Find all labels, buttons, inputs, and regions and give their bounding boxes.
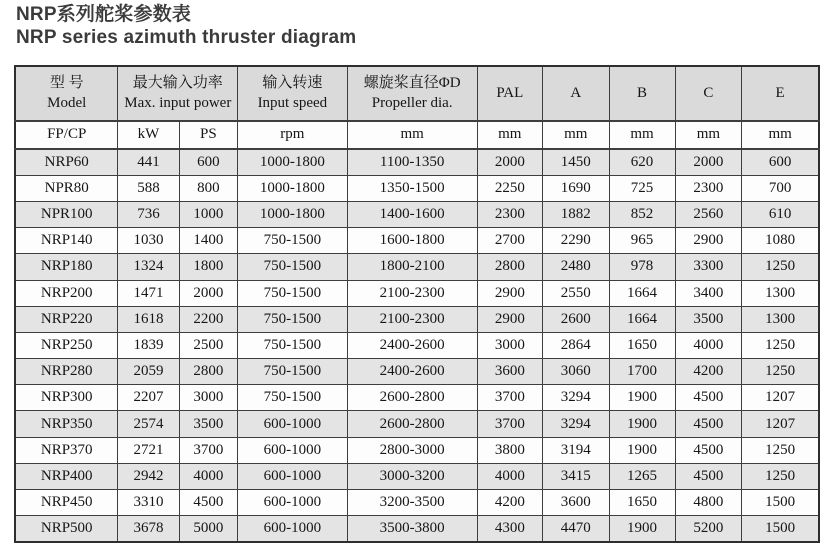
table-row [15, 254, 819, 280]
value-cell: 2800 [477, 254, 542, 280]
value-cell: 2600 [542, 306, 609, 332]
page-title-zh: NRP系列舵桨参数表 [16, 4, 192, 25]
table-row [15, 437, 819, 463]
header-e: E [742, 66, 819, 121]
model-cell: NPR80 [15, 175, 118, 201]
value-cell: 800 [179, 175, 238, 201]
value-cell: 1265 [609, 463, 675, 489]
header-model-zh: 型 号 [49, 74, 84, 91]
value-cell: 1450 [542, 149, 609, 176]
value-cell: 2290 [542, 228, 609, 254]
value-cell: 2250 [477, 175, 542, 201]
value-cell: 1080 [742, 228, 819, 254]
value-cell: 4800 [675, 490, 742, 516]
value-cell: 3294 [542, 385, 609, 411]
table-row [15, 228, 819, 254]
value-cell: 2900 [675, 228, 742, 254]
value-cell: 5000 [179, 516, 238, 543]
value-cell: 3678 [118, 516, 179, 543]
value-cell: 1300 [742, 306, 819, 332]
table-header-row [15, 66, 819, 121]
value-cell: 3800 [477, 437, 542, 463]
value-cell: 4500 [179, 490, 238, 516]
value-cell: 1839 [118, 332, 179, 358]
value-cell: 1207 [742, 385, 819, 411]
value-cell: 3600 [542, 490, 609, 516]
value-cell: 2900 [477, 280, 542, 306]
value-cell: 2200 [179, 306, 238, 332]
header-model [15, 66, 118, 121]
table-row [15, 149, 819, 176]
table-row [15, 280, 819, 306]
value-cell: 1800-2100 [347, 254, 477, 280]
value-cell: 1650 [609, 490, 675, 516]
value-cell: 600 [179, 149, 238, 176]
value-cell: 1500 [742, 516, 819, 543]
value-cell: 2800 [179, 359, 238, 385]
value-cell: 978 [609, 254, 675, 280]
value-cell: 4500 [675, 385, 742, 411]
model-cell: NRP60 [15, 149, 118, 176]
header-pal: PAL [477, 66, 542, 121]
value-cell: 1030 [118, 228, 179, 254]
table-row [15, 175, 819, 201]
value-cell: 2100-2300 [347, 306, 477, 332]
unit-cell: mm [542, 121, 609, 149]
value-cell: 3700 [477, 385, 542, 411]
value-cell: 700 [742, 175, 819, 201]
unit-cell: mm [477, 121, 542, 149]
value-cell: 2400-2600 [347, 359, 477, 385]
value-cell: 1900 [609, 516, 675, 543]
page-title-en: NRP series azimuth thruster diagram [16, 26, 357, 48]
header-speed-zh: 输入转速 [262, 74, 323, 91]
model-cell: NRP200 [15, 280, 118, 306]
value-cell: 3000 [477, 332, 542, 358]
value-cell: 750-1500 [238, 254, 347, 280]
unit-cell: mm [609, 121, 675, 149]
value-cell: 3500 [179, 411, 238, 437]
value-cell: 1690 [542, 175, 609, 201]
value-cell: 1900 [609, 411, 675, 437]
header-propeller-dia [347, 66, 477, 121]
unit-cell: mm [675, 121, 742, 149]
value-cell: 3600 [477, 359, 542, 385]
value-cell: 4300 [477, 516, 542, 543]
value-cell: 2000 [179, 280, 238, 306]
header-speed-en: Input speed [257, 95, 328, 112]
value-cell: 2600-2800 [347, 385, 477, 411]
header-power-zh: 最大输入功率 [132, 74, 223, 91]
value-cell: 1000-1800 [238, 175, 347, 201]
value-cell: 1207 [742, 411, 819, 437]
table-row [15, 359, 819, 385]
header-max-input-power [118, 66, 238, 121]
value-cell: 2400-2600 [347, 332, 477, 358]
table-row [15, 385, 819, 411]
value-cell: 750-1500 [238, 306, 347, 332]
value-cell: 2600-2800 [347, 411, 477, 437]
value-cell: 750-1500 [238, 332, 347, 358]
value-cell: 1250 [742, 359, 819, 385]
thruster-spec-table [14, 65, 820, 544]
unit-cell: mm [347, 121, 477, 149]
value-cell: 736 [118, 201, 179, 227]
value-cell: 1100-1350 [347, 149, 477, 176]
value-cell: 2059 [118, 359, 179, 385]
model-cell: NRP350 [15, 411, 118, 437]
value-cell: 965 [609, 228, 675, 254]
value-cell: 1618 [118, 306, 179, 332]
table-row [15, 516, 819, 543]
model-cell: NRP500 [15, 516, 118, 543]
value-cell: 1250 [742, 463, 819, 489]
table-row [15, 411, 819, 437]
value-cell: 1324 [118, 254, 179, 280]
table-body [15, 149, 819, 543]
value-cell: 620 [609, 149, 675, 176]
unit-cell: FP/CP [15, 121, 118, 149]
value-cell: 600-1000 [238, 463, 347, 489]
value-cell: 4000 [477, 463, 542, 489]
value-cell: 588 [118, 175, 179, 201]
value-cell: 4000 [675, 332, 742, 358]
value-cell: 1650 [609, 332, 675, 358]
table-row [15, 332, 819, 358]
value-cell: 2000 [675, 149, 742, 176]
value-cell: 3294 [542, 411, 609, 437]
value-cell: 1900 [609, 437, 675, 463]
value-cell: 3400 [675, 280, 742, 306]
value-cell: 600 [742, 149, 819, 176]
units-row [15, 121, 819, 149]
model-cell: NRP280 [15, 359, 118, 385]
unit-cell: mm [742, 121, 819, 149]
value-cell: 1250 [742, 437, 819, 463]
value-cell: 1000 [179, 201, 238, 227]
value-cell: 600-1000 [238, 516, 347, 543]
table-row [15, 201, 819, 227]
value-cell: 1664 [609, 280, 675, 306]
value-cell: 1600-1800 [347, 228, 477, 254]
model-cell: NRP250 [15, 332, 118, 358]
value-cell: 3310 [118, 490, 179, 516]
table-row [15, 463, 819, 489]
value-cell: 2864 [542, 332, 609, 358]
value-cell: 4470 [542, 516, 609, 543]
header-power-en: Max. input power [124, 95, 232, 112]
value-cell: 600-1000 [238, 411, 347, 437]
value-cell: 3000-3200 [347, 463, 477, 489]
value-cell: 1250 [742, 254, 819, 280]
header-b: B [609, 66, 675, 121]
value-cell: 4500 [675, 437, 742, 463]
header-propeller-en: Propeller dia. [371, 95, 453, 112]
model-cell: NRP370 [15, 437, 118, 463]
value-cell: 4500 [675, 411, 742, 437]
value-cell: 441 [118, 149, 179, 176]
model-cell: NRP450 [15, 490, 118, 516]
header-input-speed [238, 66, 347, 121]
value-cell: 1350-1500 [347, 175, 477, 201]
value-cell: 2300 [675, 175, 742, 201]
header-c: C [675, 66, 742, 121]
value-cell: 610 [742, 201, 819, 227]
value-cell: 3000 [179, 385, 238, 411]
value-cell: 3300 [675, 254, 742, 280]
value-cell: 4200 [675, 359, 742, 385]
value-cell: 1400-1600 [347, 201, 477, 227]
value-cell: 5200 [675, 516, 742, 543]
value-cell: 2800-3000 [347, 437, 477, 463]
value-cell: 750-1500 [238, 228, 347, 254]
value-cell: 3500-3800 [347, 516, 477, 543]
value-cell: 4200 [477, 490, 542, 516]
value-cell: 1000-1800 [238, 149, 347, 176]
value-cell: 3500 [675, 306, 742, 332]
model-cell: NRP400 [15, 463, 118, 489]
value-cell: 2942 [118, 463, 179, 489]
unit-cell: rpm [238, 121, 347, 149]
value-cell: 1400 [179, 228, 238, 254]
table-row [15, 306, 819, 332]
value-cell: 2207 [118, 385, 179, 411]
model-cell: NPR100 [15, 201, 118, 227]
value-cell: 2100-2300 [347, 280, 477, 306]
value-cell: 1900 [609, 385, 675, 411]
value-cell: 750-1500 [238, 385, 347, 411]
value-cell: 2500 [179, 332, 238, 358]
value-cell: 3700 [477, 411, 542, 437]
value-cell: 1300 [742, 280, 819, 306]
value-cell: 1250 [742, 332, 819, 358]
value-cell: 750-1500 [238, 359, 347, 385]
value-cell: 3700 [179, 437, 238, 463]
value-cell: 750-1500 [238, 280, 347, 306]
model-cell: NRP140 [15, 228, 118, 254]
value-cell: 600-1000 [238, 490, 347, 516]
value-cell: 852 [609, 201, 675, 227]
header-a: A [542, 66, 609, 121]
page-title [0, 0, 830, 50]
header-model-en: Model [47, 95, 87, 112]
value-cell: 1882 [542, 201, 609, 227]
value-cell: 1471 [118, 280, 179, 306]
value-cell: 3415 [542, 463, 609, 489]
unit-cell: PS [179, 121, 238, 149]
value-cell: 2480 [542, 254, 609, 280]
table-row [15, 490, 819, 516]
model-cell: NRP180 [15, 254, 118, 280]
value-cell: 4000 [179, 463, 238, 489]
value-cell: 1000-1800 [238, 201, 347, 227]
value-cell: 725 [609, 175, 675, 201]
value-cell: 2700 [477, 228, 542, 254]
value-cell: 1700 [609, 359, 675, 385]
value-cell: 2574 [118, 411, 179, 437]
value-cell: 600-1000 [238, 437, 347, 463]
value-cell: 3200-3500 [347, 490, 477, 516]
value-cell: 3194 [542, 437, 609, 463]
model-cell: NRP300 [15, 385, 118, 411]
value-cell: 2721 [118, 437, 179, 463]
value-cell: 1664 [609, 306, 675, 332]
value-cell: 2900 [477, 306, 542, 332]
value-cell: 2000 [477, 149, 542, 176]
model-cell: NRP220 [15, 306, 118, 332]
value-cell: 1500 [742, 490, 819, 516]
value-cell: 2550 [542, 280, 609, 306]
value-cell: 4500 [675, 463, 742, 489]
value-cell: 3060 [542, 359, 609, 385]
header-propeller-zh: 螺旋桨直径ΦD [363, 74, 461, 91]
value-cell: 2560 [675, 201, 742, 227]
value-cell: 1800 [179, 254, 238, 280]
unit-cell: kW [118, 121, 179, 149]
value-cell: 2300 [477, 201, 542, 227]
